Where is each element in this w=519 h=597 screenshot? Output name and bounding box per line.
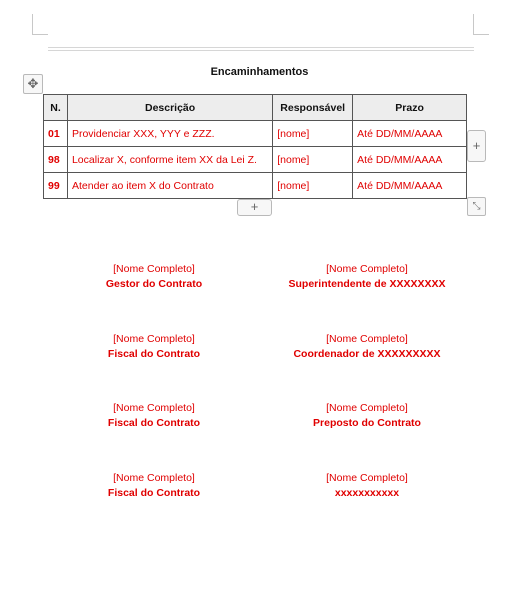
signature-name: [Nome Completo] xyxy=(113,333,195,345)
cell-n[interactable]: 01 xyxy=(44,121,68,147)
crop-mark xyxy=(473,14,474,34)
cell-prazo[interactable]: Até DD/MM/AAAA xyxy=(353,121,467,147)
signature-name: [Nome Completo] xyxy=(326,263,408,275)
add-row-button[interactable]: + xyxy=(237,199,272,216)
cell-descricao[interactable]: Providenciar XXX, YYY e ZZZ. xyxy=(67,121,272,147)
signature-role: Superintendente de XXXXXXXX xyxy=(288,278,446,290)
table-row xyxy=(44,121,467,147)
cell-prazo[interactable]: Até DD/MM/AAAA xyxy=(353,147,467,173)
signature-block xyxy=(54,401,254,431)
cell-responsavel[interactable]: [nome] xyxy=(273,147,353,173)
signature-name: [Nome Completo] xyxy=(113,402,195,414)
signature-name: [Nome Completo] xyxy=(326,402,408,414)
signature-name: [Nome Completo] xyxy=(113,263,195,275)
signature-name: [Nome Completo] xyxy=(326,333,408,345)
signature-block xyxy=(267,332,467,362)
cell-descricao[interactable]: Localizar X, conforme item XX da Lei Z. xyxy=(67,147,272,173)
column-header-prazo[interactable]: Prazo xyxy=(353,95,467,121)
cell-n[interactable]: 98 xyxy=(44,147,68,173)
crop-mark xyxy=(473,34,489,35)
encaminhamentos-table xyxy=(43,94,467,199)
signature-role: Coordenador de XXXXXXXXX xyxy=(293,348,441,360)
signature-role: Preposto do Contrato xyxy=(313,417,421,429)
signature-role: Fiscal do Contrato xyxy=(107,417,201,429)
signature-name: [Nome Completo] xyxy=(113,472,195,484)
table-move-icon[interactable]: ✥ xyxy=(23,74,43,94)
signature-block xyxy=(54,262,254,292)
table-header-row xyxy=(44,95,467,121)
column-header-n[interactable]: N. xyxy=(44,95,68,121)
signature-role: xxxxxxxxxxx xyxy=(334,487,400,499)
crop-mark xyxy=(32,14,33,34)
cell-responsavel[interactable]: [nome] xyxy=(273,173,353,199)
signature-role: Gestor do Contrato xyxy=(105,278,203,290)
cell-responsavel[interactable]: [nome] xyxy=(273,121,353,147)
signature-block xyxy=(267,471,467,501)
cell-descricao[interactable]: Atender ao item X do Contrato xyxy=(67,173,272,199)
signature-name: [Nome Completo] xyxy=(326,472,408,484)
cell-prazo[interactable]: Até DD/MM/AAAA xyxy=(353,173,467,199)
add-column-button[interactable]: + xyxy=(467,130,486,162)
column-header-responsavel[interactable]: Responsável xyxy=(273,95,353,121)
document-title: Encaminhamentos xyxy=(210,66,309,78)
table-row xyxy=(44,173,467,199)
signature-block xyxy=(267,401,467,431)
table-resize-icon[interactable]: ⤡ xyxy=(467,197,486,216)
signature-role: Fiscal do Contrato xyxy=(107,487,201,499)
signature-block xyxy=(267,262,467,292)
signature-block xyxy=(54,471,254,501)
crop-mark xyxy=(32,34,48,35)
table-row xyxy=(44,147,467,173)
column-header-descricao[interactable]: Descrição xyxy=(67,95,272,121)
cell-n[interactable]: 99 xyxy=(44,173,68,199)
signature-role: Fiscal do Contrato xyxy=(107,348,201,360)
signature-block xyxy=(54,332,254,362)
header-rule xyxy=(48,47,474,51)
